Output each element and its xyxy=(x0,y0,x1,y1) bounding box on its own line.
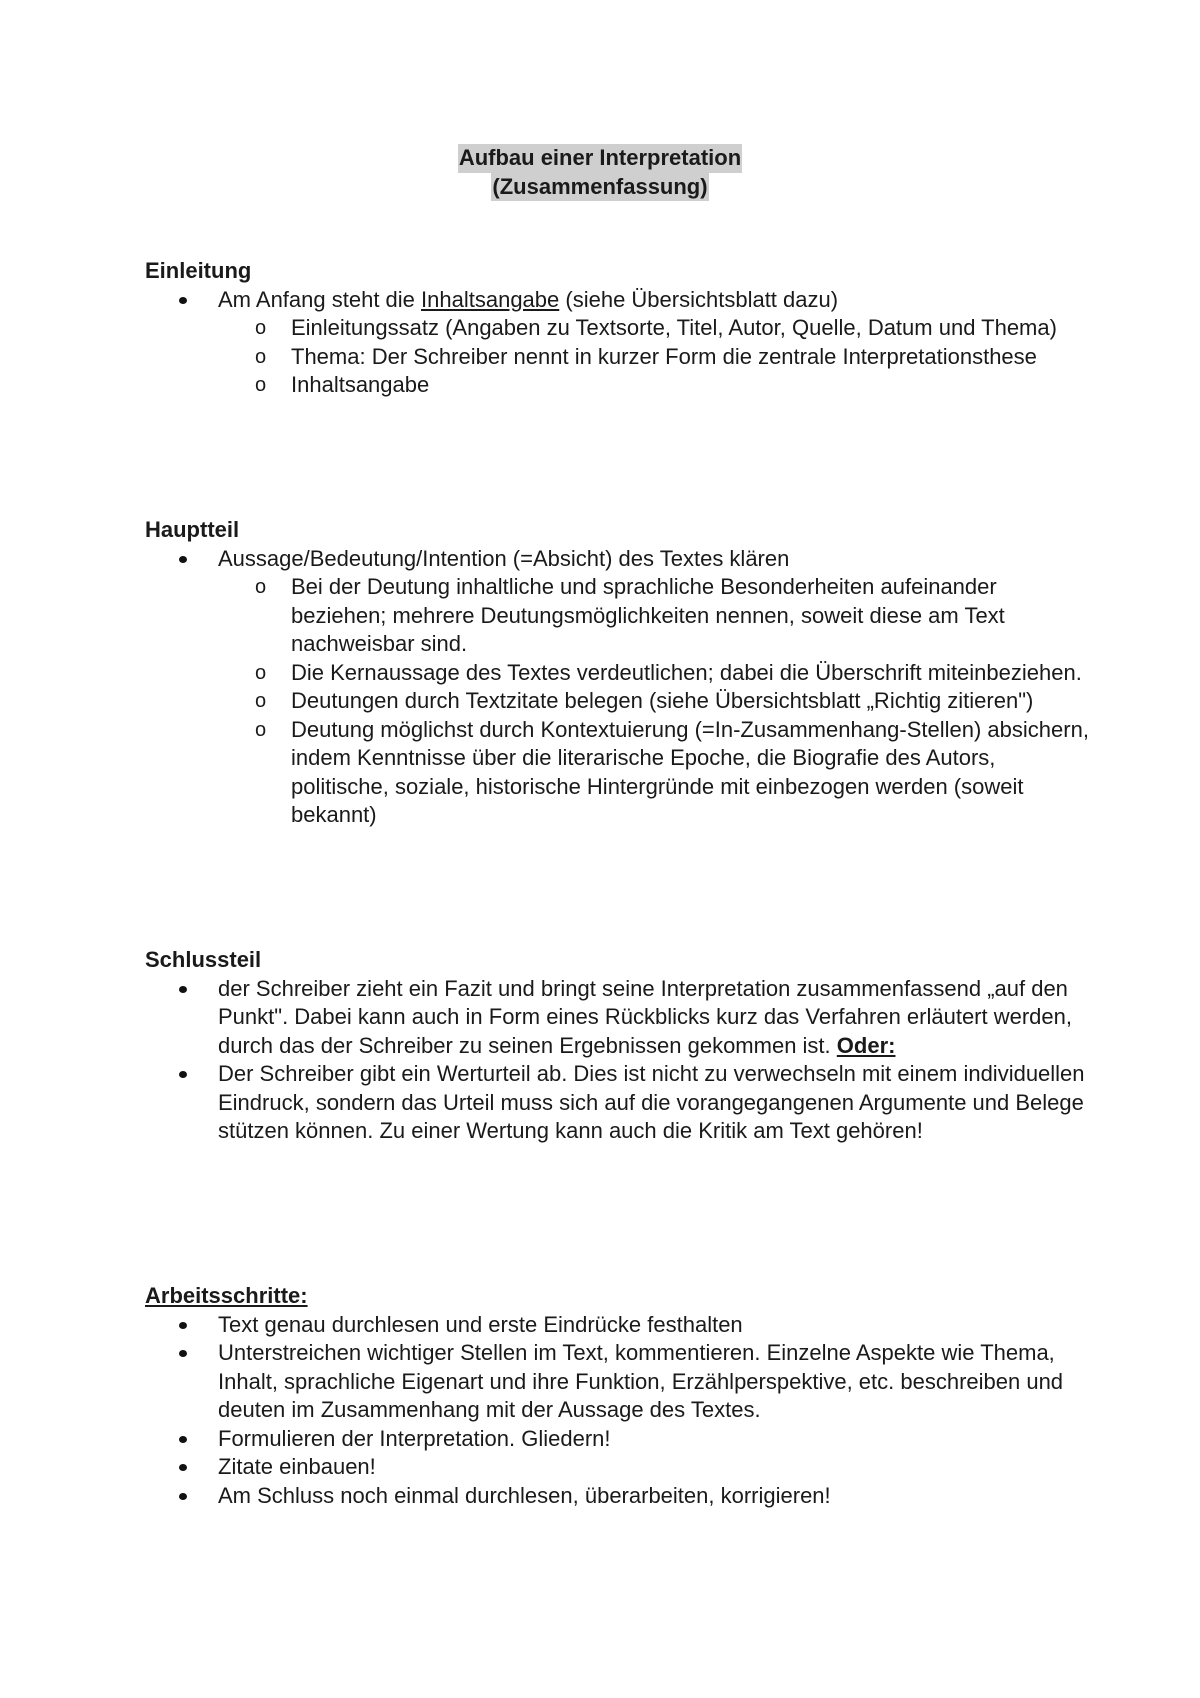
heading-hauptteil: Hauptteil xyxy=(145,517,240,542)
list-item: Am Anfang steht die Inhaltsangabe (siehe Übersichtsblatt dazu) o Einleitungssatz (Angaben zu Textsorte, Titel, Autor, Quelle, Datum und Thema) o Thema: Der Schreiber nennt in kurzer Form die zentrale Interpretationsthese o Inhaltsangabe xyxy=(218,286,1095,400)
list-item: Formulieren der Interpretation. Gliedern! xyxy=(218,1425,611,1451)
heading-einleitung: Einleitung xyxy=(145,258,252,283)
sub-list-item: o Deutungen durch Textzitate belegen (siehe Übersichtsblatt „Richtig zitieren") xyxy=(291,687,1095,716)
sub-list-item: o Inhaltsangabe xyxy=(291,371,1095,400)
sub-list-item: o Bei der Deutung inhaltliche und sprachliche Besonderheiten aufeinander beziehen; mehrere Deutungsmöglichkeiten nennen, soweit diese am Text nachweisbar sind. xyxy=(255,574,1005,656)
sub-list-item: o Einleitungssatz (Angaben zu Textsorte, Titel, Autor, Quelle, Datum und Thema) xyxy=(291,314,1095,343)
heading-schlussteil: Schlussteil xyxy=(145,947,262,972)
circle-marker-icon: o xyxy=(255,374,267,396)
title-line-2: (Zusammenfassung) xyxy=(491,173,708,202)
list-item: Aussage/Bedeutung/Intention (=Absicht) des Textes klären o Bei der Deutung inhaltliche und sprachliche Besonderheiten aufeinander beziehen; mehrere Deutungsmöglichkeiten nennen, soweit diese am Text nachweisbar sind. o Die Kernaussage des Textes verdeutlichen; dabei die Überschrift miteinbeziehen. o Deutungen durch Textzitate belegen (siehe Übersichtsblatt „Richtig zitieren") o Deutung möglichst durch Kontextuierung (=In-Zusammenhang-Stellen) absichern, indem Kenntnisse über die literarische Epoche, die Biografie des Autors, politische, soziale, historische Hintergründe mit einbezogen werden (soweit bekannt) xyxy=(218,545,1095,830)
circle-marker-icon: o xyxy=(255,576,267,598)
inhaltsangabe-link: Inhaltsangabe xyxy=(421,286,560,312)
list-item: der Schreiber zieht ein Fazit und bringt seine Interpretation zusammenfassend „auf den Punkt". Dabei kann auch in Form eines Rückblicks kurz das Verfahren erläutert werden, durch das der Schreiber zu seinen Ergebnissen gekommen ist. Oder: xyxy=(218,975,1073,1058)
section-einleitung xyxy=(145,257,1095,400)
circle-marker-icon: o xyxy=(255,718,267,741)
oder-emphasis: Oder: xyxy=(836,1032,896,1058)
heading-arbeitsschritte: Arbeitsschritte: xyxy=(145,1283,308,1308)
list-item: Am Schluss noch einmal durchlesen, überarbeiten, korrigieren! xyxy=(218,1482,831,1508)
list-item: Text genau durchlesen und erste Eindrücke festhalten xyxy=(218,1311,743,1337)
section-hauptteil xyxy=(145,516,1095,830)
section-arbeitsschritte xyxy=(145,1282,1095,1510)
sub-list-item: o Die Kernaussage des Textes verdeutlichen; dabei die Überschrift miteinbeziehen. xyxy=(291,659,1095,688)
list-item: Unterstreichen wichtiger Stellen im Text, kommentieren. Einzelne Aspekte wie Thema, Inhalt, sprachliche Eigenart und ihre Funktion, Erzählperspektive, etc. beschreiben und deuten im Zusammenhang mit der Aussage des Textes. xyxy=(218,1340,1064,1422)
sub-list-item: o Deutung möglichst durch Kontextuierung (=In-Zusammenhang-Stellen) absichern, indem Kenntnisse über die literarische Epoche, die Biografie des Autors, politische, soziale, historische Hintergründe mit einbezogen werden (soweit bekannt) xyxy=(255,716,1089,827)
circle-marker-icon: o xyxy=(255,317,267,339)
circle-marker-icon: o xyxy=(255,690,267,712)
sub-list-item: o Thema: Der Schreiber nennt in kurzer Form die zentrale Interpretationsthese xyxy=(291,343,1095,372)
document-title xyxy=(0,144,1200,201)
list-item: Zitate einbauen! xyxy=(218,1454,376,1479)
section-schlussteil xyxy=(145,946,1095,1146)
title-line-1: Aufbau einer Interpretation xyxy=(458,144,742,173)
circle-marker-icon: o xyxy=(255,345,267,368)
list-item: Der Schreiber gibt ein Werturteil ab. Dies ist nicht zu verwechseln mit einem individuellen Eindruck, sondern das Urteil muss sich auf die vorangegangenen Argumente und Belege stützen können. Zu einer Wertung kann auch die Kritik am Text gehören! xyxy=(218,1061,1085,1143)
circle-marker-icon: o xyxy=(255,661,267,684)
